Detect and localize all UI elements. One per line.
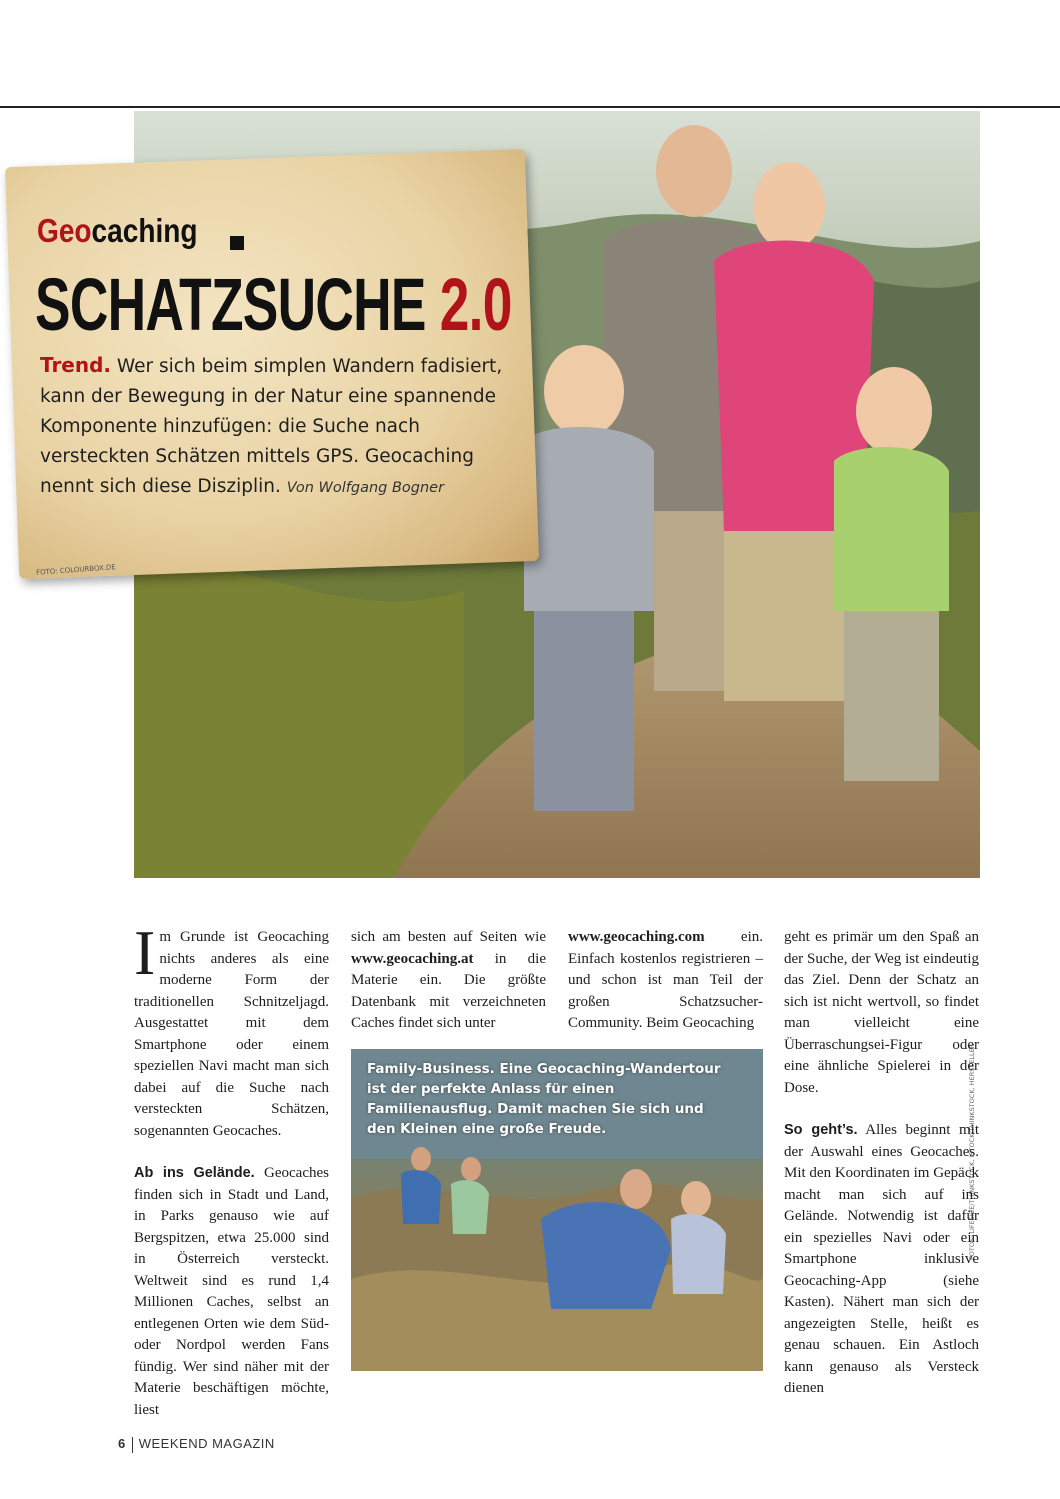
hero-photo-credit: FOTO: COLOURBOX.DE xyxy=(35,563,117,577)
kicker-square-icon xyxy=(230,236,244,250)
c4-p1-text: geht es primär um den Spaß an der Suche, der Weg ist eindeutig das Ziel. Denn der Schatz an sich ist nicht wertvoll, so findet man vielleicht eine Überraschungsei-Figur oder eine ähnliche Spielerei in der Dose. xyxy=(784,929,979,1096)
link-geocaching-com: www.geocaching.com xyxy=(568,929,705,945)
lead-paragraph xyxy=(40,350,520,503)
body-column-4 xyxy=(784,927,979,1421)
body-column-3 xyxy=(568,927,763,1056)
page-footer xyxy=(118,1436,275,1453)
page-title xyxy=(35,262,512,347)
inset-caption: Family-Business. Eine Geocaching-Wandertour ist der perfekte Anlass für einen Familienausflug. Damit machen Sie sich und den Kleinen eine große Freude. xyxy=(367,1061,721,1137)
p1-text: m Grunde ist Geocaching nichts anderes als eine moderne Form der traditionellen Schnitzeljagd. Ausgestattet mit dem Smartphone oder einem speziellen Navi macht man sich dabei auf die Suche nach versteckten Schätzen, sogenannten Geocaches. xyxy=(134,929,329,1139)
side-photo-credit: FOTOS: LIFESIZE/THINKSTOCK, ISTOCK/THINKSTOCK, HERSTELLER xyxy=(968,1043,976,1260)
page-number: 6 xyxy=(118,1436,126,1451)
kicker-red: Geo xyxy=(37,212,92,249)
body-paragraph-4 xyxy=(568,927,763,1035)
subhead-so-gehts: So geht’s. xyxy=(784,1122,858,1138)
body-paragraph-3 xyxy=(351,927,546,1035)
headline-red: 2.0 xyxy=(439,263,512,346)
body-column-1 xyxy=(134,917,329,1442)
body-paragraph-5 xyxy=(784,927,979,1099)
lead-text: Wer sich beim simplen Wandern fadisiert, kann der Bewegung in der Natur eine spannende Komponente hinzufügen: die Suche nach versteckten Schätzen mittels GPS. Geocaching nennt sich diese Disziplin. xyxy=(40,356,503,497)
c2-text-b: in die Materie ein. Die größte Datenbank mit verzeichneten Caches findet sich unter xyxy=(351,950,546,1031)
inset-photo xyxy=(351,1049,763,1371)
subhead-ab-ins-gelaende: Ab ins Gelände. xyxy=(134,1165,255,1181)
body-paragraph-1 xyxy=(134,917,329,1142)
c2-text-a: sich am besten auf Seiten wie xyxy=(351,929,546,945)
top-rule xyxy=(0,106,1060,108)
link-geocaching-at: www.geocaching.at xyxy=(351,950,474,967)
p2-text: Geocaches finden sich in Stadt und Land, in Parks genauso wie auf Bergspitzen, etwa 25.000 sind in Österreich versteckt. Weltweit sind es rund 1,4 Millionen Caches, selbst an entlegenen Orten wie dem Süd- oder Nordpol werden Fans fündig. Wer sind näher mit der Materie beschäftigen möchte, liest xyxy=(134,1165,329,1418)
c3-text: ein. Einfach kostenlos registrieren – und schon ist man Teil der großen Schatzsucher-Community. Beim Geocaching xyxy=(568,929,763,1031)
body-paragraph-2 xyxy=(134,1163,329,1421)
footer-separator xyxy=(132,1437,133,1453)
body-paragraph-6 xyxy=(784,1120,979,1400)
drop-cap: I xyxy=(134,917,156,988)
kicker-rest: caching xyxy=(91,212,198,249)
c4-p2-text: Alles beginnt mit der Auswahl eines Geocaches. Mit den Koordinaten im Gepäck macht man sich auf ins Gelände. Notwendig ist dafür ein spezielles Navi oder ein Smartphone inklusive Geocaching-App (siehe Kasten). Nähert man sich der angezeigten Stelle, heißt es genau schauen. Ein Astloch kann genauso als Versteck dienen xyxy=(784,1122,979,1396)
byline: Von Wolfgang Bogner xyxy=(286,480,445,496)
section-kicker xyxy=(37,212,198,250)
body-column-2 xyxy=(351,927,546,1056)
magazine-name: WEEKEND MAGAZIN xyxy=(138,1436,275,1451)
lead-label: Trend. xyxy=(40,353,112,377)
headline-black: SCHATZSUCHE xyxy=(35,263,440,346)
